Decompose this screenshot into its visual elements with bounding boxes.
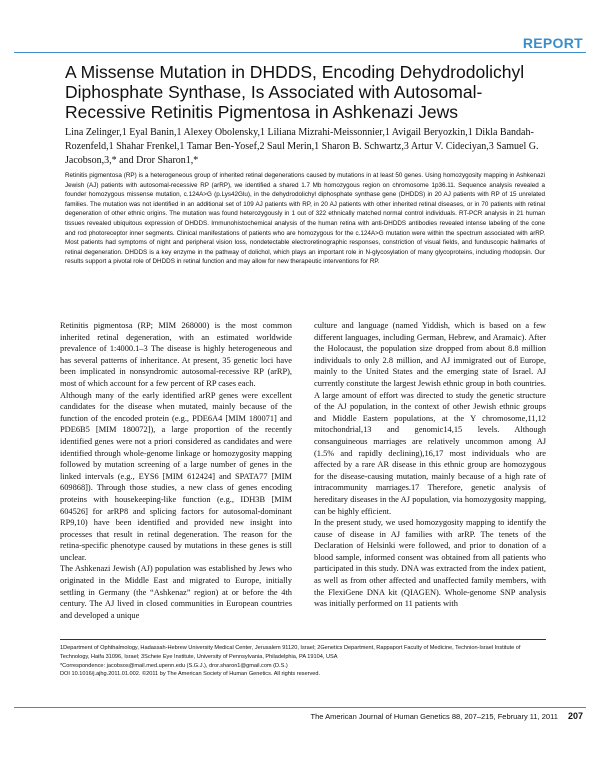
article-title: A Missense Mutation in DHDDS, Encoding Dehydrodolichyl Diphosphate Synthase, Is Associated with Autosomal-Recessive Retinitis Pigmentosa in Ashkenazi Jews	[65, 62, 525, 122]
page-number: 207	[567, 711, 583, 721]
author-list: Lina Zelinger,1 Eyal Banin,1 Alexey Obolensky,1 Liliana Mizrahi-Meissonnier,1 Avigail Beryozkin,1 Dikla Bandah-Rozenfeld,1 Shahar Frenkel,1 Tamar Ben-Yosef,2 Saul Merin,1 Sharon B. Schwartz,3 Artur V. Cideciyan,3 Samuel G. Jacobson,3,* and Dror Sharon1,*	[65, 127, 539, 166]
section-label: REPORT	[522, 35, 583, 51]
body-column-right: culture and language (named Yiddish, which is based on a few different languages, including German, Hebrew, and Aramaic). After the Holocaust, the population size dropped from about 8.8 million individuals to only 2.8 million, and AJ immigrated out of Europe, mainly to the United States and the emerging state of Israel. AJ currently constitute the largest Jewish ethnic group in both countries. A large amount of effort was directed to study the genetic structure of the AJ population, in the context of other Jewish ethnic groups and Middle Eastern populations, at the Y chromosome,11,12 mitochondrial,13 and genomic14,15 levels. Although consanguineous marriages are relatively uncommon among AJ (1.5% and rapidly declining),16,17 most individuals who are affected by a rare AR disease in this ethnic group are homozygous for the disease-causing mutation, mainly because of a high rate of intracommunity marriages.17 Therefore, genetic analysis of hereditary diseases in the AJ population, via homozygosity mapping, can be highly efficient. In the present study, we used homozygosity mapping to identify the cause of disease in AJ families with arRP. The tenets of the Declaration of Helsinki were followed, and prior to donation of a blood sample, informed consent was obtained from all patients who participated in this study. DNA was extracted from the index patient, as well as from other affected and unaffected family members, with the FlexiGene DNA kit (QIAGEN). Whole-genome SNP analysis was initially performed on 11 patients with	[314, 321, 546, 609]
journal-citation: The American Journal of Human Genetics 88, 207–215, February 11, 2011	[310, 712, 558, 721]
abstract: Retinitis pigmentosa (RP) is a heterogeneous group of inherited retinal degenerations caused by mutations in at least 50 genes. Using homozygosity mapping in Ashkenazi Jewish (AJ) patients with autosomal-recessive RP (arRP), we identified a shared 1.7 Mb homozygous region on chromosome 1p36.11. Sequence analysis revealed a founder homozygous missense mutation, c.124A>G (p.Lys42Glu), in the dehydrodolichyl diphosphate synthase gene (DHDDS) in 20 AJ patients with RP of 15 unrelated families. The mutation was not identified in an additional set of 109 AJ patients with RP, in 20 AJ patients with other inherited retinal diseases, or in 70 patients with retinal degeneration of other ethnic origins. The mutation was found heterozygously in 1 out of 322 ethnically matched normal control individuals. RT-PCR analysis in 21 human tissues revealed ubiquitous expression of DHDDS. Immunohistochemical analysis of the human retina with anti-DHDDS antibodies revealed intense labeling of the cone and rod photoreceptor inner segments. Clinical manifestations of patients who are homozygous for the c.124A>G mutation were within the spectrum associated with arRP. Most patients had symptoms of night and peripheral vision loss, nondetectable electroretinographic responses, constriction of visual fields, and funduscopic hallmarks of retinal degeneration. DHDDS is a key enzyme in the pathway of dolichol, which plays an important role in N-glycosylation of many glycoproteins, including rhodopsin. Our results support a pivotal role of DHDDS in retinal function and may allow for new therapeutic interventions for RP.	[65, 172, 545, 266]
body-column-left: Retinitis pigmentosa (RP; MIM 268000) is the most common inherited retinal degeneration, with an estimated worldwide prevalence of 1:4000.1–3 The disease is highly heterogeneous and has several patterns of inheritance. At present, 35 genetic loci have been implicated in nonsyndromic autosomal-recessive RP (arRP), most of which account for a few percent of RP cases each. Although many of the early identified arRP genes were excellent candidates for the disease when mutated, mainly because of the function of the encoded protein (e.g., PDE6A4 [MIM 180071] and PDE6B5 [MIM 180072]), a large proportion of the recently identified genes were not a priori considered as candidates and were identified through whole-genome linkage or homozygosity mapping followed by mutation screening of a large number of genes in the linked intervals (e.g., EYS6 [MIM 612424] and SPATA77 [MIM 609868]). Through those studies, a new class of genes encoding proteins with housekeeping-like function (e.g., IDH3B [MIM 604526] for arRP8 and splicing factors for autosomal-dominant RP9,10) have been identified and provided new insight into processes that result in retinal degeneration. The reason for the retina-specific phenotype caused by mutations in these genes is still unclear. The Ashkenazi Jewish (AJ) population was established by Jews who originated in the Middle East and migrated to Europe, initially settling in Germany (the “Ashkenaz” region) at or before the 4th century. The AJ lived in closed communities in European countries and developed a unique	[60, 321, 292, 620]
header-rule	[14, 52, 586, 53]
footnotes: 1Department of Ophthalmology, Hadassah-Hebrew University Medical Center, Jerusalem 91120, Israel; 2Genetics Department, Rappaport Faculty of Medicine, Technion-Israel Institute of Technology, Haifa 31096, Israel; 3Scheie Eye Institute, University of Pennsylvania, Philadelphia, PA 19104, USA *Correspondence: jacobsos@mail.med.upenn.edu (S.G.J.), dror.sharon1@gmail.com (D.S.) DOI 10.1016/j.ajhg.2011.01.002. ©2011 by The American Society of Human Genetics. All rights reserved.	[60, 645, 521, 678]
footer-rule	[14, 707, 586, 708]
footnote-rule	[60, 639, 546, 640]
journal-footer	[311, 711, 584, 721]
